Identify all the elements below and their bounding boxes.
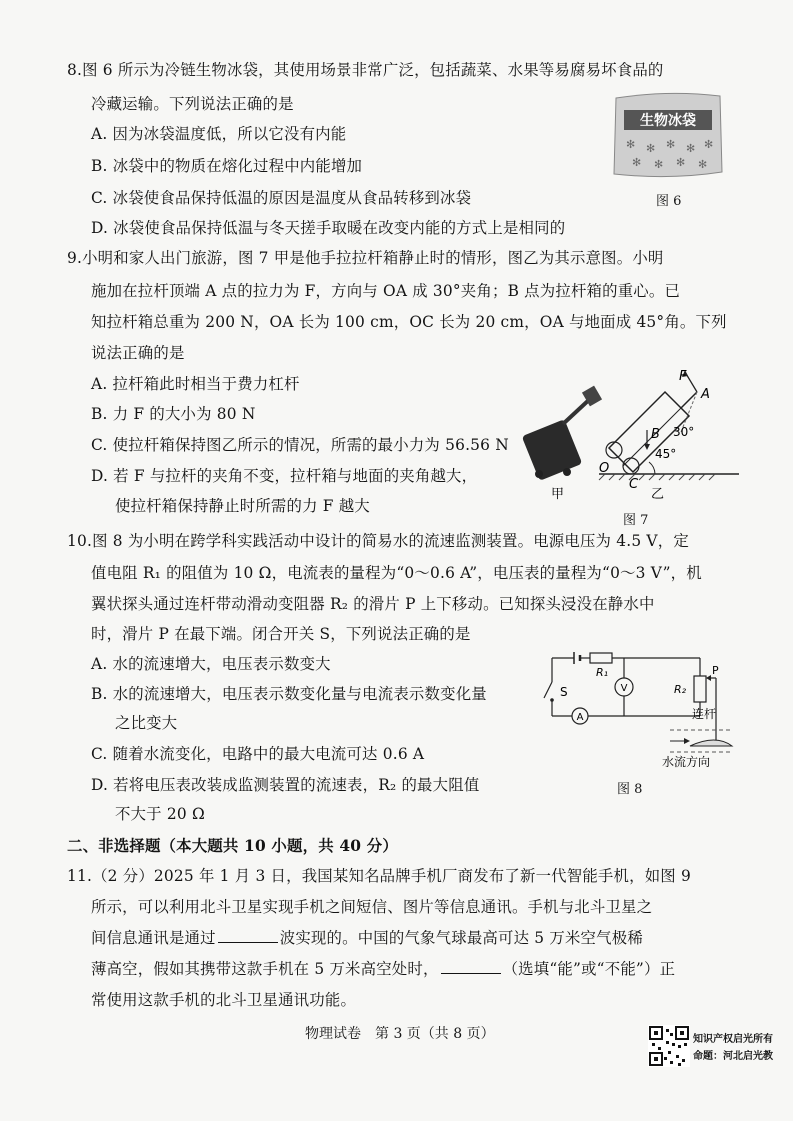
q10-stem-line1: 10.图 8 为小明在跨学科实践活动中设计的简易水的流速监测装置。电源电压为 4.5 V，定 [67, 532, 689, 550]
ice-bag-label: 生物冰袋 [640, 113, 696, 129]
label-angle-30: 30° [673, 425, 695, 439]
q11-line4-part1: 薄高空，假如其携带这款手机在 5 万米高空处时， [91, 960, 439, 978]
answer-blank-2[interactable] [441, 959, 501, 974]
q8-option-b: B. 冰袋中的物质在熔化过程中内能增加 [91, 157, 363, 175]
label-p: P [712, 664, 719, 677]
svg-text:✻: ✻ [704, 138, 714, 151]
q9-stem-line2: 施加在拉杆顶端 A 点的拉力为 F，方向与 OA 成 30°夹角；B 点为拉杆箱的重心。已 [91, 282, 681, 300]
ammeter-label: A [576, 712, 584, 723]
q9-stem-line4: 说法正确的是 [91, 344, 185, 362]
label-r1: R₁ [596, 666, 609, 679]
q9-option-c: C. 使拉杆箱保持图乙所示的情况，所需的最小力为 56.56 N [91, 436, 509, 454]
q11-line1: 11.（2 分）2025 年 1 月 3 日，我国某知名品牌手机厂商发布了新一代智能手机，如图 9 [67, 867, 691, 885]
voltmeter-label: V [620, 683, 628, 694]
label-O: O [599, 461, 610, 476]
q9-option-d-line2: 使拉杆箱保持静止时所需的力 F 越大 [115, 497, 370, 515]
label-B: B [651, 427, 660, 442]
q10-option-d-line2: 不大于 20 Ω [115, 805, 205, 823]
label-r2: R₂ [674, 683, 687, 696]
watermark-line2: 命题：河北启光教 [693, 1051, 773, 1062]
watermark-line1: 知识产权启光所有 [693, 1034, 773, 1045]
q9-option-d-line1: D. 若 F 与拉杆的夹角不变，拉杆箱与地面的夹角越大， [91, 467, 478, 485]
answer-blank-1[interactable] [218, 928, 278, 943]
resistor-r1 [590, 653, 612, 663]
q9-option-a: A. 拉杆箱此时相当于费力杠杆 [91, 375, 300, 393]
svg-text:✻: ✻ [626, 138, 636, 151]
svg-text:✻: ✻ [646, 142, 656, 155]
svg-text:✻: ✻ [632, 156, 642, 169]
q8-option-a: A. 因为冰袋温度低，所以它没有内能 [91, 125, 347, 143]
figure-6-caption: 图 6 [656, 194, 682, 209]
section-2-heading: 二、非选择题（本大题共 10 小题，共 40 分） [67, 837, 398, 855]
svg-text:✻: ✻ [686, 142, 696, 155]
rheostat-r2 [694, 676, 706, 702]
figure-7-caption: 图 7 [623, 513, 649, 528]
q10-option-a: A. 水的流速增大，电压表示数变大 [91, 655, 331, 673]
suitcase-diagram [606, 370, 697, 474]
q10-option-d-line1: D. 若将电压表改装成监测装置的流速表，R₂ 的最大阻值 [91, 776, 480, 794]
q8-stem-line1: 8.图 6 所示为冷链生物冰袋，其使用场景非常广泛，包括蔬菜、水果等易腐易坏食品的 [67, 61, 664, 79]
q8-stem-line2: 冷藏运输。下列说法正确的是 [91, 95, 294, 113]
svg-text:✻: ✻ [698, 158, 708, 171]
q9-stem-line1: 9.小明和家人出门旅游，图 7 甲是他手拉拉杆箱静止时的情形，图乙为其示意图。小明 [67, 249, 664, 267]
label-rod: 连杆 [692, 707, 717, 721]
q11-line5: 常使用这款手机的北斗卫星通讯功能。 [91, 991, 357, 1009]
q11-line2: 所示，可以利用北斗卫星实现手机之间短信、图片等信息通讯。手机与北斗卫星之 [91, 898, 653, 916]
ice-bag-image [610, 88, 726, 184]
switch-s [544, 682, 552, 698]
q11-line4 [91, 959, 675, 979]
q9-option-b: B. 力 F 的大小为 80 N [91, 405, 256, 423]
q10-option-b-line2: 之比变大 [115, 714, 178, 732]
q8-option-c: C. 冰袋使食品保持低温的原因是温度从食品转移到冰袋 [91, 189, 472, 207]
figure-8-caption: 图 8 [617, 782, 643, 797]
label-yi: 乙 [651, 487, 665, 502]
q9-stem-line3: 知拉杆箱总重为 200 N，OA 长为 100 cm，OC 长为 20 cm，OA 与地面成 45°角。下列 [91, 313, 727, 331]
q10-stem-line2: 值电阻 R₁ 的阻值为 10 Ω，电流表的量程为“0～0.6 A”，电压表的量程为“0～3 V”，机 [91, 564, 702, 582]
qr-code-icon [648, 1025, 690, 1067]
svg-text:✻: ✻ [666, 138, 676, 151]
q11-line4-part2: （选填“能”或“不能”）正 [502, 960, 676, 978]
label-s: S [560, 685, 568, 699]
suitcase-photo [522, 386, 602, 481]
svg-text:✻: ✻ [676, 156, 686, 169]
q11-line3-part2: 波实现的。中国的气象气球最高可达 5 万米空气极稀 [279, 929, 643, 947]
label-angle-45: 45° [655, 447, 677, 461]
q11-line3 [91, 928, 643, 948]
label-F: F [679, 369, 687, 384]
q10-stem-line3: 翼状探头通过连杆带动滑动变阻器 R₂ 的滑片 P 上下移动。已知探头浸没在静水中 [91, 595, 655, 613]
q10-option-b-line1: B. 水的流速增大，电压表示数变化量与电流表示数变化量 [91, 685, 487, 703]
label-C: C [629, 477, 639, 492]
label-A: A [701, 387, 710, 402]
q8-option-d: D. 冰袋使食品保持低温与冬天搓手取暖在改变内能的方式上是相同的 [91, 219, 566, 237]
wing-probe [690, 740, 732, 746]
label-jia: 甲 [551, 487, 565, 502]
q10-stem-line4: 时，滑片 P 在最下端。闭合开关 S，下列说法正确的是 [91, 625, 471, 643]
q10-option-c: C. 随着水流变化，电路中的最大电流可达 0.6 A [91, 745, 425, 763]
svg-text:✻: ✻ [654, 158, 664, 171]
figure-8-circuit [540, 648, 735, 770]
label-flow-direction: 水流方向 [662, 755, 711, 769]
q11-line3-part1: 间信息通讯是通过 [91, 929, 216, 947]
figure-7 [515, 368, 740, 514]
page-footer: 物理试卷 第 3 页（共 8 页） [305, 1026, 495, 1042]
